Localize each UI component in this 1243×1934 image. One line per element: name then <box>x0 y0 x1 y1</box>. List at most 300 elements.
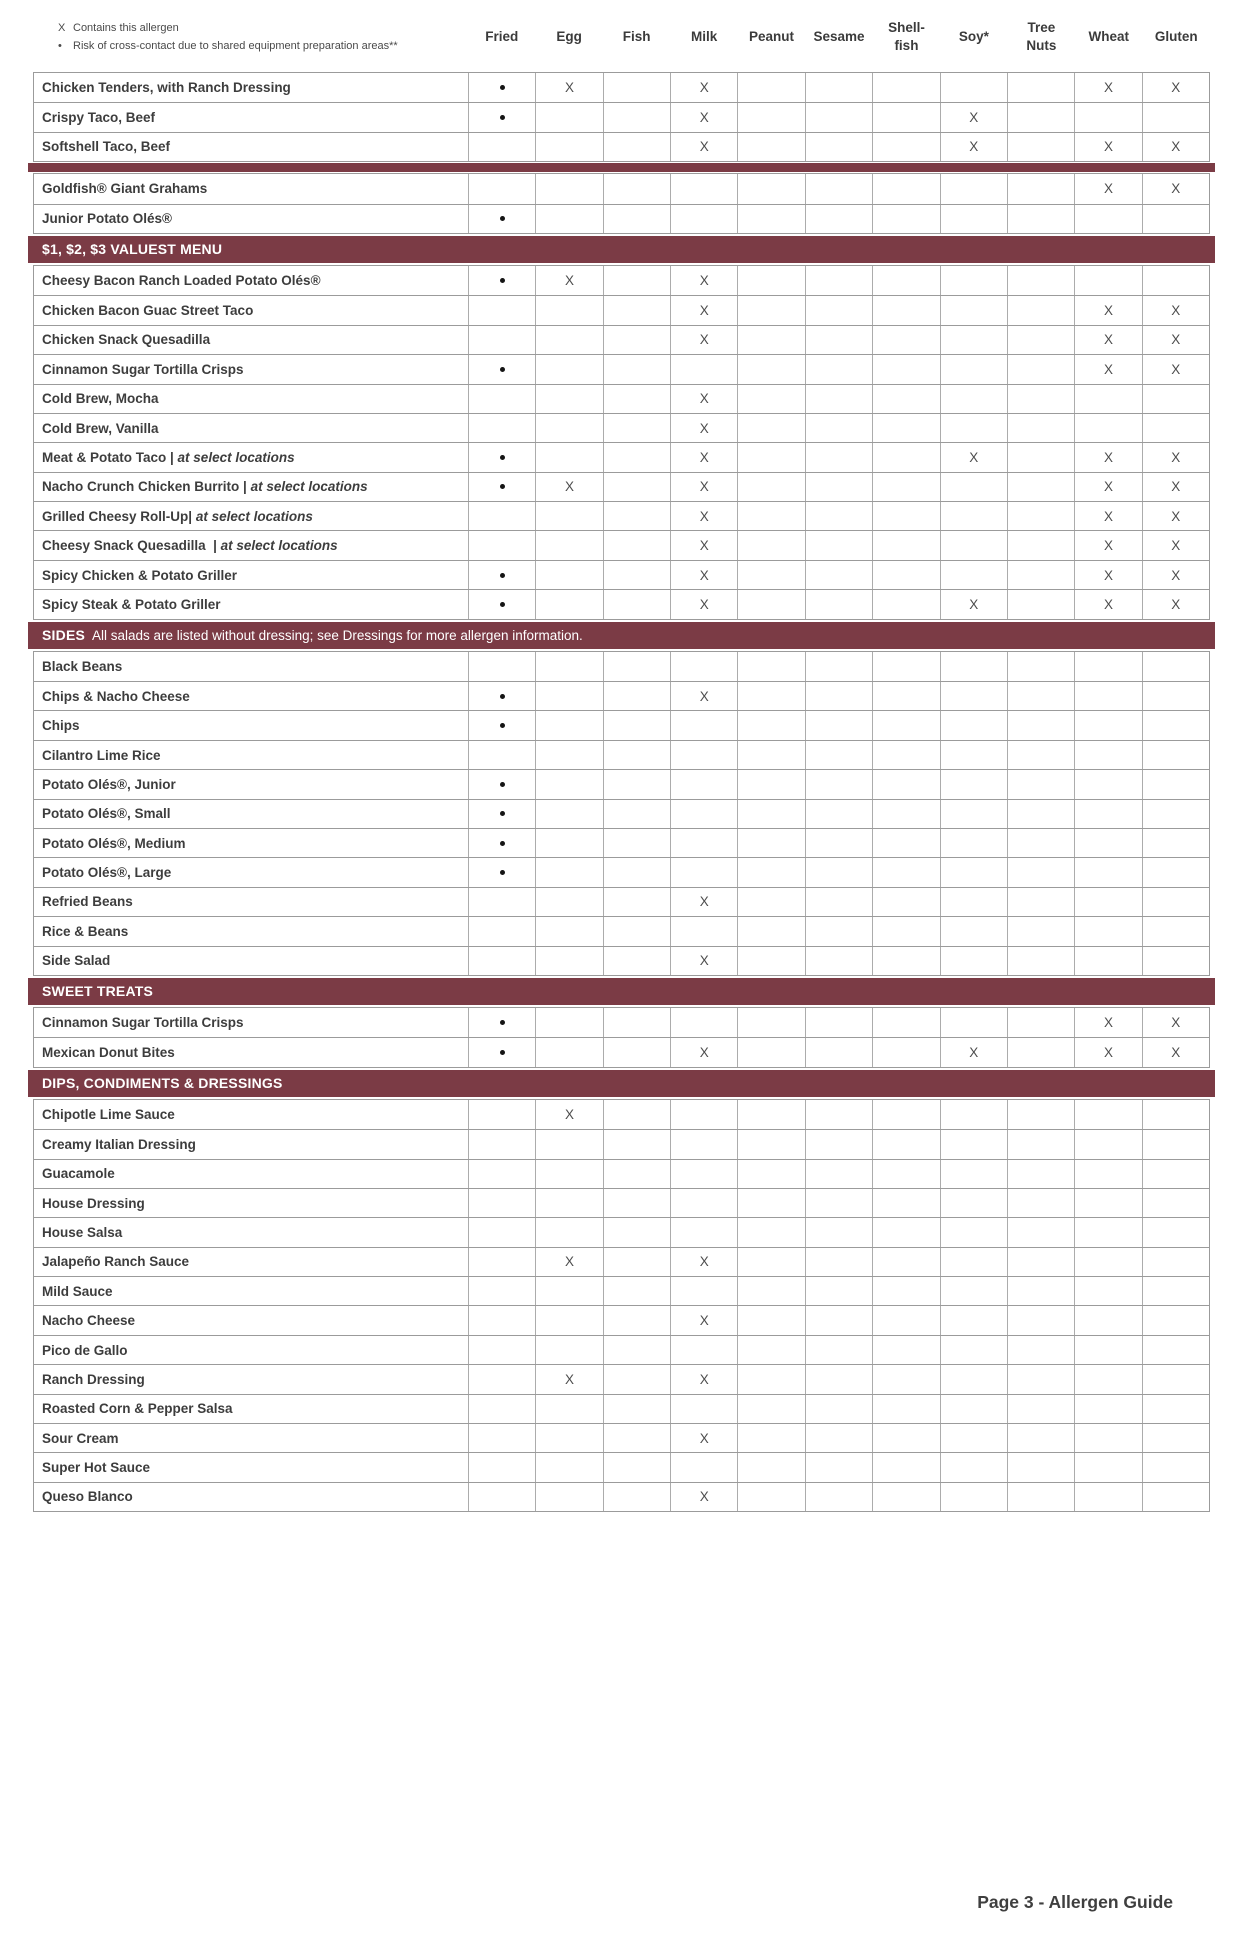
allergen-x-mark: X <box>670 1365 737 1393</box>
allergen-cell <box>737 1424 804 1452</box>
allergen-cell <box>940 1248 1007 1276</box>
allergen-x-mark: X <box>1142 590 1209 618</box>
item-name-text: Goldfish® Giant Grahams <box>42 181 208 197</box>
allergen-cell <box>468 326 535 354</box>
allergen-cell <box>940 473 1007 501</box>
item-name-text: Chicken Tenders, with Ranch Dressing <box>42 80 291 96</box>
allergen-cell <box>805 682 872 710</box>
allergen-cell <box>1074 1218 1141 1246</box>
allergen-cell <box>940 385 1007 413</box>
table-row <box>34 1159 1209 1188</box>
allergen-cell <box>805 326 872 354</box>
allergen-cell <box>872 502 939 530</box>
allergen-cell <box>1074 800 1141 828</box>
allergen-cell <box>805 1336 872 1364</box>
table-row <box>34 102 1209 131</box>
allergen-x-mark: X <box>1142 73 1209 102</box>
item-name <box>34 711 468 739</box>
item-availability-note: at select locations <box>250 479 368 495</box>
allergen-cell <box>805 800 872 828</box>
item-name <box>34 103 468 131</box>
item-name-text: Nacho Crunch Chicken Burrito <box>42 479 240 495</box>
allergen-cell <box>1007 800 1074 828</box>
allergen-x-mark: X <box>1142 133 1209 161</box>
allergen-cell <box>872 103 939 131</box>
allergen-cell <box>603 473 670 501</box>
allergen-cell <box>1074 1453 1141 1481</box>
allergen-x-mark: X <box>940 443 1007 471</box>
table-band <box>33 1099 1210 1512</box>
allergen-x-mark: X <box>670 73 737 102</box>
allergen-cell <box>535 590 602 618</box>
allergen-cell <box>940 1365 1007 1393</box>
allergen-x-mark: X <box>670 1248 737 1276</box>
item-name-text: Cheesy Bacon Ranch Loaded Potato Olés® <box>42 273 321 289</box>
allergen-cell <box>603 205 670 233</box>
allergen-cell <box>535 133 602 161</box>
allergen-cell <box>603 947 670 975</box>
allergen-cell <box>872 1277 939 1305</box>
item-name <box>34 1453 468 1481</box>
item-name-separator: | <box>239 479 251 495</box>
allergen-cell <box>468 355 535 383</box>
cross-contact-dot <box>500 455 505 460</box>
allergen-cell <box>940 1277 1007 1305</box>
item-name-text: Potato Olés®, Small <box>42 806 171 822</box>
allergen-cell <box>1007 1160 1074 1188</box>
table-row <box>34 1482 1209 1511</box>
allergen-cell <box>737 443 804 471</box>
item-name <box>34 858 468 886</box>
allergen-guide-page <box>0 14 1243 1934</box>
item-name <box>34 502 468 530</box>
allergen-cell <box>940 531 1007 559</box>
allergen-x-mark: X <box>1074 355 1141 383</box>
allergen-cell <box>1074 858 1141 886</box>
item-name <box>34 355 468 383</box>
column-header: Peanut <box>749 29 795 45</box>
table-row <box>34 442 1209 471</box>
allergen-cell <box>737 917 804 945</box>
item-availability-note: at select locations <box>177 449 295 465</box>
item-name-text: Nacho Cheese <box>42 1313 136 1329</box>
cross-contact-dot <box>500 367 505 372</box>
item-name-text: Potato Olés®, Junior <box>42 776 176 792</box>
allergen-cell <box>603 770 670 798</box>
allergen-cell <box>1142 1100 1209 1129</box>
table-band <box>33 72 1210 162</box>
allergen-cell <box>940 205 1007 233</box>
allergen-cell <box>670 711 737 739</box>
item-name-text: Cheesy Snack Quesadilla <box>42 538 206 554</box>
item-name <box>34 473 468 501</box>
allergen-cell <box>603 443 670 471</box>
allergen-cell <box>535 1189 602 1217</box>
table-row <box>34 652 1209 681</box>
allergen-cell <box>1074 1189 1141 1217</box>
allergen-cell <box>535 355 602 383</box>
allergen-cell <box>737 1218 804 1246</box>
allergen-cell <box>940 829 1007 857</box>
allergen-cell <box>940 888 1007 916</box>
allergen-cell <box>872 266 939 295</box>
item-name <box>34 205 468 233</box>
allergen-cell <box>468 590 535 618</box>
allergen-cell <box>535 1336 602 1364</box>
allergen-cell <box>535 561 602 589</box>
item-name <box>34 590 468 618</box>
allergen-x-mark: X <box>940 103 1007 131</box>
cross-contact-dot <box>500 1020 505 1025</box>
allergen-cell <box>468 1248 535 1276</box>
allergen-cell <box>805 711 872 739</box>
allergen-cell <box>468 561 535 589</box>
allergen-cell <box>1007 355 1074 383</box>
allergen-cell <box>603 1336 670 1364</box>
table-row <box>34 1188 1209 1217</box>
allergen-cell <box>1007 561 1074 589</box>
allergen-cell <box>1142 1395 1209 1423</box>
allergen-cell <box>1074 103 1141 131</box>
allergen-cell <box>1074 1336 1141 1364</box>
allergen-cell <box>535 1008 602 1037</box>
allergen-cell <box>468 1483 535 1511</box>
allergen-cell <box>872 1038 939 1066</box>
allergen-cell <box>872 1248 939 1276</box>
item-name <box>34 1365 468 1393</box>
item-name <box>34 800 468 828</box>
allergen-x-mark: X <box>1074 73 1141 102</box>
item-name <box>34 888 468 916</box>
item-name <box>34 414 468 442</box>
allergen-cell <box>468 858 535 886</box>
allergen-cell <box>737 296 804 324</box>
allergen-cell <box>670 741 737 769</box>
allergen-cell <box>670 174 737 203</box>
item-name <box>34 385 468 413</box>
allergen-cell <box>1142 917 1209 945</box>
allergen-cell <box>1142 711 1209 739</box>
allergen-cell <box>872 1365 939 1393</box>
legend-contains-text: Contains this allergen <box>73 22 179 34</box>
allergen-cell <box>940 947 1007 975</box>
allergen-x-mark: X <box>1142 1008 1209 1037</box>
allergen-cell <box>1007 917 1074 945</box>
allergen-cell <box>603 1189 670 1217</box>
allergen-cell <box>1074 947 1141 975</box>
allergen-x-mark: X <box>1142 326 1209 354</box>
allergen-cell <box>1142 414 1209 442</box>
dot-mark-symbol: • <box>58 39 62 52</box>
section-title: SWEET TREATS <box>42 983 154 1000</box>
allergen-cell <box>535 1160 602 1188</box>
allergen-cell <box>603 414 670 442</box>
allergen-cell <box>737 73 804 102</box>
allergen-cell <box>1007 266 1074 295</box>
allergen-cell <box>468 1100 535 1129</box>
item-name <box>34 1100 468 1129</box>
table-row <box>34 740 1209 769</box>
allergen-cell <box>737 652 804 681</box>
allergen-cell <box>805 103 872 131</box>
allergen-cell <box>805 1306 872 1334</box>
allergen-x-mark: X <box>670 473 737 501</box>
allergen-cell <box>737 266 804 295</box>
allergen-x-mark: X <box>670 1306 737 1334</box>
allergen-cell <box>468 531 535 559</box>
allergen-cell <box>1074 888 1141 916</box>
allergen-cell <box>468 296 535 324</box>
allergen-cell <box>737 531 804 559</box>
allergen-cell <box>468 888 535 916</box>
allergen-cell <box>940 741 1007 769</box>
allergen-cell <box>535 682 602 710</box>
allergen-cell <box>535 947 602 975</box>
allergen-cell <box>805 205 872 233</box>
allergen-cell <box>940 1100 1007 1129</box>
allergen-cell <box>872 133 939 161</box>
item-name <box>34 73 468 102</box>
allergen-cell <box>468 1306 535 1334</box>
allergen-cell <box>805 1483 872 1511</box>
allergen-cell <box>940 1395 1007 1423</box>
allergen-cell <box>535 1424 602 1452</box>
allergen-cell <box>872 1100 939 1129</box>
allergen-x-mark: X <box>940 133 1007 161</box>
allergen-cell <box>468 1365 535 1393</box>
allergen-cell <box>468 414 535 442</box>
column-header: Soy* <box>958 29 989 45</box>
allergen-cell <box>737 1160 804 1188</box>
item-name-text: Potato Olés®, Medium <box>42 835 186 851</box>
allergen-cell <box>737 1306 804 1334</box>
allergen-cell <box>872 652 939 681</box>
column-header: Sesame <box>813 29 865 45</box>
section-header <box>28 622 1215 649</box>
allergen-cell <box>872 174 939 203</box>
item-name-text: Chips & Nacho Cheese <box>42 688 190 704</box>
allergen-cell <box>1007 473 1074 501</box>
allergen-x-mark: X <box>670 682 737 710</box>
allergen-cell <box>872 741 939 769</box>
allergen-cell <box>1142 800 1209 828</box>
allergen-x-mark: X <box>670 590 737 618</box>
allergen-x-mark: X <box>1074 1008 1141 1037</box>
table-row <box>34 1247 1209 1276</box>
allergen-cell <box>872 858 939 886</box>
allergen-cell <box>940 1008 1007 1037</box>
allergen-cell <box>535 531 602 559</box>
allergen-cell <box>603 1038 670 1066</box>
allergen-cell <box>737 947 804 975</box>
allergen-cell <box>805 73 872 102</box>
allergen-x-mark: X <box>670 561 737 589</box>
column-header: Fried <box>485 29 519 45</box>
allergen-x-mark: X <box>1074 326 1141 354</box>
allergen-cell <box>603 531 670 559</box>
item-name-text: Mild Sauce <box>42 1283 113 1299</box>
allergen-table <box>33 72 1210 1512</box>
allergen-cell <box>468 1008 535 1037</box>
allergen-cell <box>737 561 804 589</box>
allergen-cell <box>940 858 1007 886</box>
allergen-cell <box>468 1453 535 1481</box>
allergen-cell <box>1142 858 1209 886</box>
allergen-cell <box>1074 1395 1141 1423</box>
allergen-cell <box>805 174 872 203</box>
table-row <box>34 472 1209 501</box>
table-row <box>34 1037 1209 1066</box>
allergen-cell <box>940 326 1007 354</box>
allergen-cell <box>1007 741 1074 769</box>
cross-contact-dot <box>500 85 505 90</box>
table-row <box>34 204 1209 233</box>
allergen-cell <box>603 1130 670 1158</box>
table-row <box>34 325 1209 354</box>
cross-contact-dot <box>500 602 505 607</box>
allergen-cell <box>805 770 872 798</box>
allergen-cell <box>603 1100 670 1129</box>
allergen-x-mark: X <box>1142 296 1209 324</box>
allergen-cell <box>872 326 939 354</box>
allergen-x-mark: X <box>670 531 737 559</box>
allergen-cell <box>805 1453 872 1481</box>
allergen-cell <box>805 385 872 413</box>
allergen-x-mark: X <box>535 473 602 501</box>
allergen-cell <box>603 829 670 857</box>
allergen-cell <box>1007 326 1074 354</box>
table-row <box>34 413 1209 442</box>
allergen-cell <box>670 770 737 798</box>
allergen-x-mark: X <box>1142 1038 1209 1066</box>
table-row <box>34 1276 1209 1305</box>
allergen-cell <box>535 829 602 857</box>
column-header: Wheat <box>1088 29 1130 45</box>
allergen-cell <box>1007 103 1074 131</box>
section-header <box>28 236 1215 263</box>
allergen-cell <box>1007 1130 1074 1158</box>
allergen-cell <box>1007 1038 1074 1066</box>
allergen-cell <box>468 1424 535 1452</box>
allergen-cell <box>737 711 804 739</box>
allergen-cell <box>468 1189 535 1217</box>
allergen-cell <box>535 888 602 916</box>
allergen-cell <box>872 1306 939 1334</box>
allergen-cell <box>1007 73 1074 102</box>
allergen-cell <box>1007 1008 1074 1037</box>
item-name-text: Potato Olés®, Large <box>42 865 172 881</box>
allergen-cell <box>1007 443 1074 471</box>
allergen-cell <box>603 133 670 161</box>
allergen-x-mark: X <box>670 1483 737 1511</box>
allergen-cell <box>468 1395 535 1423</box>
table-row <box>34 681 1209 710</box>
allergen-cell <box>468 174 535 203</box>
item-name-text: Cinnamon Sugar Tortilla Crisps <box>42 361 244 377</box>
allergen-cell <box>468 266 535 295</box>
allergen-cell <box>670 652 737 681</box>
allergen-cell <box>1074 266 1141 295</box>
item-name <box>34 561 468 589</box>
allergen-cell <box>1074 1100 1141 1129</box>
allergen-x-mark: X <box>535 1248 602 1276</box>
allergen-cell <box>670 205 737 233</box>
allergen-cell <box>872 1160 939 1188</box>
allergen-cell <box>872 1453 939 1481</box>
allergen-cell <box>535 1038 602 1066</box>
allergen-cell <box>805 1008 872 1037</box>
allergen-cell <box>737 1100 804 1129</box>
allergen-cell <box>603 502 670 530</box>
allergen-cell <box>1007 888 1074 916</box>
allergen-cell <box>1074 1277 1141 1305</box>
allergen-cell <box>940 652 1007 681</box>
allergen-cell <box>1007 1306 1074 1334</box>
allergen-cell <box>872 355 939 383</box>
table-row <box>34 1335 1209 1364</box>
allergen-cell <box>872 73 939 102</box>
allergen-cell <box>1142 205 1209 233</box>
table-row <box>34 266 1209 295</box>
cross-contact-dot <box>500 841 505 846</box>
allergen-cell <box>535 741 602 769</box>
allergen-cell <box>603 561 670 589</box>
allergen-cell <box>1007 590 1074 618</box>
table-band <box>33 1007 1210 1068</box>
cross-contact-dot <box>500 782 505 787</box>
allergen-cell <box>805 1038 872 1066</box>
allergen-cell <box>535 385 602 413</box>
allergen-cell <box>737 385 804 413</box>
item-name-text: Cinnamon Sugar Tortilla Crisps <box>42 1015 244 1031</box>
allergen-cell <box>468 103 535 131</box>
allergen-x-mark: X <box>1074 296 1141 324</box>
allergen-cell <box>1074 1365 1141 1393</box>
allergen-cell <box>670 1130 737 1158</box>
allergen-cell <box>805 1218 872 1246</box>
allergen-cell <box>535 1395 602 1423</box>
allergen-cell <box>737 1336 804 1364</box>
allergen-cell <box>468 73 535 102</box>
allergen-cell <box>1007 682 1074 710</box>
allergen-x-mark: X <box>670 296 737 324</box>
allergen-cell <box>940 502 1007 530</box>
allergen-cell <box>1074 652 1141 681</box>
allergen-cell <box>805 1277 872 1305</box>
item-availability-note: at select locations <box>220 538 338 554</box>
allergen-cell <box>872 1483 939 1511</box>
allergen-cell <box>1142 947 1209 975</box>
allergen-cell <box>805 1189 872 1217</box>
item-name-text: Spicy Chicken & Potato Griller <box>42 567 238 583</box>
allergen-cell <box>1007 133 1074 161</box>
item-name-text: Roasted Corn & Pepper Salsa <box>42 1401 233 1417</box>
allergen-cell <box>1074 917 1141 945</box>
allergen-x-mark: X <box>1074 473 1141 501</box>
allergen-cell <box>940 1483 1007 1511</box>
item-name-text: Cold Brew, Vanilla <box>42 420 159 436</box>
allergen-cell <box>535 800 602 828</box>
allergen-x-mark: X <box>670 502 737 530</box>
item-name <box>34 443 468 471</box>
allergen-cell <box>1007 1100 1074 1129</box>
allergen-cell <box>1007 531 1074 559</box>
legend-cross-contact-text: Risk of cross-contact due to shared equipment preparation areas** <box>73 39 398 52</box>
allergen-x-mark: X <box>1074 174 1141 203</box>
section-divider-bar <box>28 163 1215 172</box>
allergen-cell <box>1142 1277 1209 1305</box>
item-name-text: Pico de Gallo <box>42 1342 128 1358</box>
